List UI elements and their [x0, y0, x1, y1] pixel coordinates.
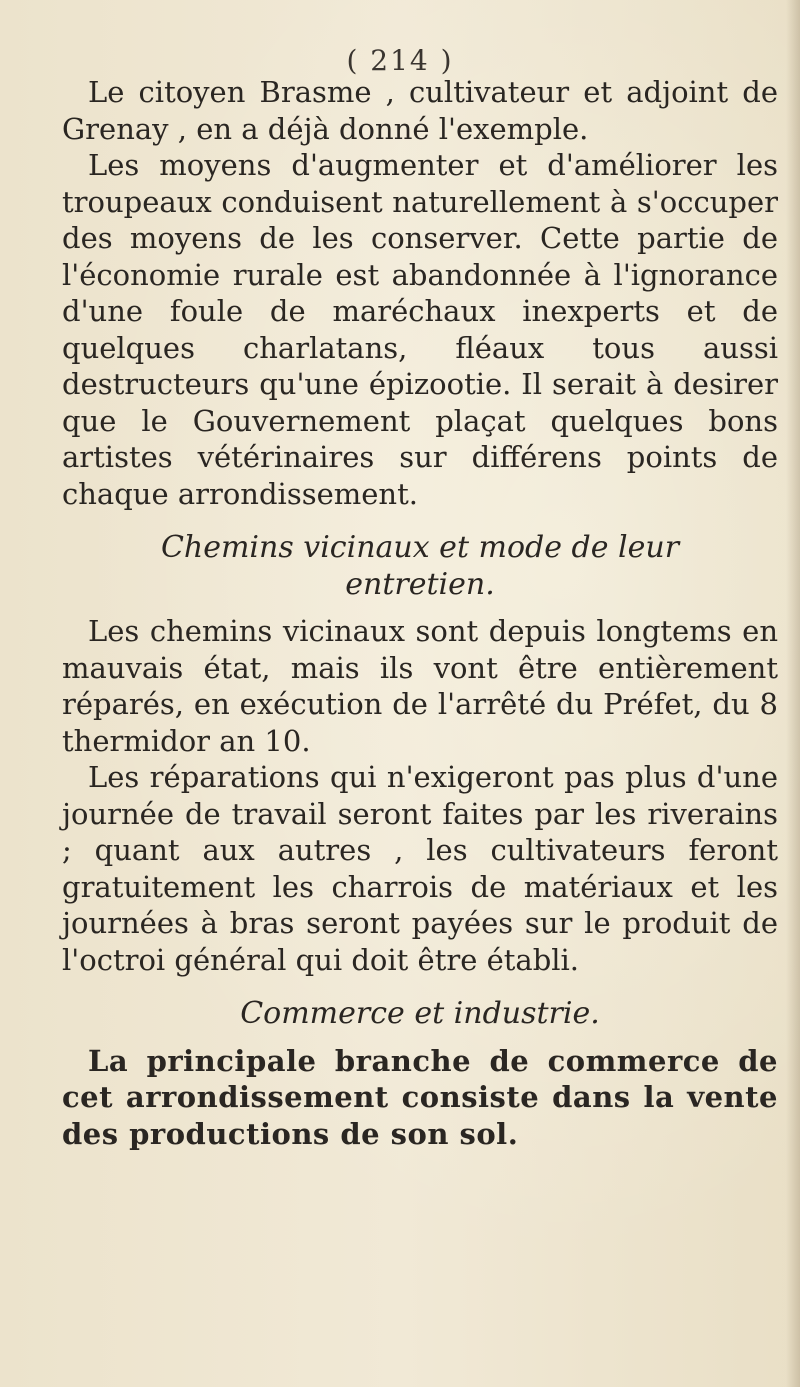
heading-commerce: Commerce et industrie. — [240, 996, 600, 1031]
page-edge-shadow — [786, 0, 800, 1387]
paragraph-reparations: Les réparations qui n'exigeront pas plus d'une journée de travail seront faites par les riverains ; quant aux autres , les cultivateurs feront gratuitement les charrois de matériaux et les journées à bras seront payées sur le produit de l'octroi général qui doit être établi. — [62, 760, 778, 977]
paragraph-brasme: Le citoyen Brasme , cultivateur et adjoint de Grenay , en a déjà donné l'exemple. — [62, 75, 778, 146]
paragraph-chemins: Les chemins vicinaux sont depuis longtems en mauvais état, mais ils vont être entièrement réparés, en exécution de l'arrêté du Préfet, du 8 thermidor an 10. — [62, 614, 778, 758]
paragraph-veterinary: Les moyens d'augmenter et d'améliorer les troupeaux conduisent naturellement à s'occuper des moyens de les conserver. Cette partie de l'économie rurale est abandonnée à l'ignorance d'une foule de maréchaux inexperts et de quelques charlatans, fléaux tous aussi destructeurs qu'une épizootie. Il serait à desirer que le Gouvernement plaçat quelques bons artistes vétérinaires sur différens points de chaque arrondissement. — [62, 148, 778, 511]
paragraph-commerce: La principale branche de commerce de cet arrondissement consiste dans la vente des productions de son sol. — [62, 1043, 778, 1151]
page-number: ( 214 ) — [346, 44, 454, 77]
page-body — [62, 74, 778, 1152]
heading-chemins-vicinaux: Chemins vicinaux et mode de leur — [160, 530, 680, 565]
heading-chemins-vicinaux-line2: entretien. — [345, 566, 495, 602]
